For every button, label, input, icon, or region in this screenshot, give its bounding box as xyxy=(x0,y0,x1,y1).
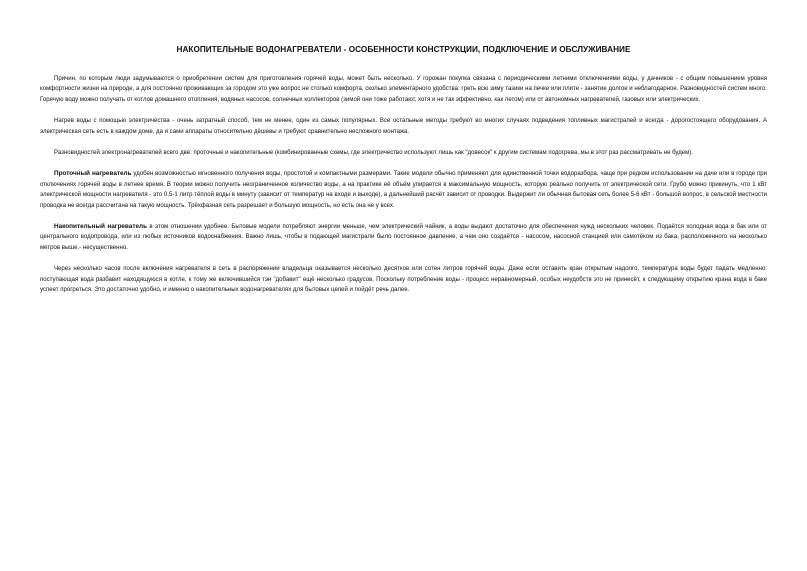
document-title: НАКОПИТЕЛЬНЫЕ ВОДОНАГРЕВАТЕЛИ - ОСОБЕННОСТИ КОНСТРУКЦИИ, ПОДКЛЮЧЕНИЕ И ОБСЛУЖИВАНИЕ xyxy=(176,45,631,54)
paragraph-text: удобен возможностью мгновенного получения воды, простотой и компактными размерами. Такие модели обычно применяют для единственной точки водоразбора, чаще при редком использовании на даче или в городе при отключениях горячей воды в летнее время. В теории можно получить неограниченное количество воды, а на практике её объём упирается в максимальную мощность, которую реально получить от электрической сети. Грубо можно прикинуть, что 1 кВт электрической мощности нагревателя - это 0,5-1 литр тёплой воды в минуту (зависит от температур на входе и выходе), а дальнейший расчёт зависит от проводки. Выдержит ли обычная бытовая сеть более 5-6 кВт - большой вопрос, в сельской местности проводка не всегда рассчитана на такую мощность. Трёхфазная сеть разрешает и большую мощность, но есть она не у всех. xyxy=(40,171,767,209)
paragraph-heater-types xyxy=(40,148,767,158)
paragraph-flow-heater xyxy=(40,169,767,211)
paragraph-electric-heating xyxy=(40,116,767,137)
document-body xyxy=(40,74,767,307)
paragraph-storage-heater xyxy=(40,222,767,253)
paragraph-intro xyxy=(40,74,767,105)
paragraph-text: Причин, по которым люди задумываются о приобретении систем для приготовления горячей воды, может быть несколько. У горожан покупка связана с периодическими летними отключениями воды, у дачников - с общим повышением уровня комфортности жизни на природе, а для постоянно проживающих за городом это уже вопрос не столько комфорта, сколько элементарного удобства: греть всю зиму тазики на печке или плите - занятие долгое и неблагодарное. Разновидностей систем много. Горячую воду можно получать от котлов домашнего отопления, водяных насосов, солнечных коллекторов (зимой они тоже работают, хотя и не так эффективно, как летом) или от автономных нагревателей, газовых или электрических. xyxy=(40,76,767,103)
paragraph-lead-term: Накопительный нагреватель xyxy=(54,223,148,231)
paragraph-text: Нагрев воды с помощью электричества - очень затратный способ, тем не менее, один из самых популярных. Все остальные методы требуют во многих случаях подведения топливных магистралей и всегда - дорогостоящего оборудования. А электрическая сеть есть в каждом доме, да и сами аппараты относительно дёшевы и требуют сравнительно несложного монтажа. xyxy=(40,118,767,135)
paragraph-text: Через несколько часов после включения нагревателя в сеть в распоряжении владельца оказывается несколько десятков или сотен литров горячей воды. Даже если оставить кран открытым надолго, температура воды будет падать медленно: поступающая вода разбавит находящуюся в котле, к тому же включившийся тэн "добавит" ещё несколько градусов. Поскольку потребление воды - процесс неравномерный, особых неудобств это не принесёт, к следующему открытию крана вода в баке успеет прогреться. Это достаточно удобно, и именно о накопительных водонагревателях для бытовых целей и пойдёт речь далее. xyxy=(40,266,767,294)
paragraph-lead-term: Проточный нагреватель xyxy=(54,170,132,178)
paragraph-text: Разновидностей электронагревателей всего две: проточные и накопительные (комбинированные схемы, где электричество используют лишь как "довесок" к другим системам подогрева, мы в этот раз рассматривать не будем). xyxy=(54,150,694,157)
paragraph-conclusion xyxy=(40,264,767,295)
paragraph-text: в этом отношении удобнее. Бытовые модели потребляют энергии меньше, чем электрический чайник, а воды выдают достаточно для обеспечения нужд нескольких человек. Подаётся холодная вода в бак или от центрального водопровода, или из любых источников водоснабжения. Важно лишь, чтобы в подающей магистрали было постоянное давление, а чем оно создаётся - насосом, насосной станцией или самотёком из бака, расположенного на несколько метров выше,- несущественно. xyxy=(40,224,767,251)
